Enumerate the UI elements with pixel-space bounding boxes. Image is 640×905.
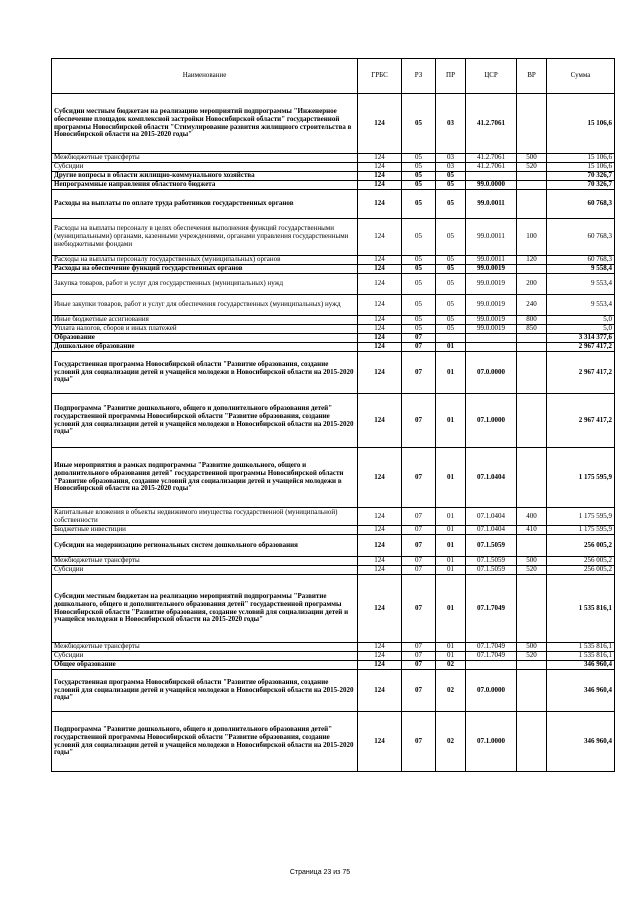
cell-rz: 07 bbox=[402, 448, 436, 508]
cell-name: Субсидии на модернизацию региональных систем дошкольного образования bbox=[52, 535, 358, 557]
cell-vr: 850 bbox=[517, 325, 547, 334]
cell-csr: 07.0.0000 bbox=[466, 352, 517, 394]
table-row bbox=[52, 256, 615, 265]
table-row bbox=[52, 181, 615, 190]
cell-name: Иные бюджетные ассигнования bbox=[52, 316, 358, 325]
table-row bbox=[52, 643, 615, 652]
table-row bbox=[52, 712, 615, 772]
cell-grbs: 124 bbox=[358, 661, 402, 670]
cell-sum: 1 175 595,9 bbox=[547, 526, 615, 535]
cell-rz: 07 bbox=[402, 643, 436, 652]
cell-grbs: 124 bbox=[358, 190, 402, 219]
cell-csr: 99.0.0019 bbox=[466, 265, 517, 274]
cell-csr: 07.1.7049 bbox=[466, 575, 517, 643]
cell-grbs: 124 bbox=[358, 325, 402, 334]
table-row bbox=[52, 163, 615, 172]
cell-name: Субсидии местным бюджетам на реализацию мероприятий подпрограммы "Инженерное обеспечение площадок комплексной застройки Новосибирской области" государственной программы Новосибирской области "Стимулирование развития жилищного строительства в Новосибирской области на 2015-2020 годы" bbox=[52, 94, 358, 154]
page-number: Страница 23 из 75 bbox=[289, 869, 351, 876]
cell-grbs: 124 bbox=[358, 652, 402, 661]
cell-vr bbox=[517, 181, 547, 190]
cell-name: Межбюджетные трансферты bbox=[52, 154, 358, 163]
cell-sum: 60 768,3 bbox=[547, 190, 615, 219]
cell-sum: 9 553,4 bbox=[547, 274, 615, 295]
cell-pr: 01 bbox=[436, 526, 466, 535]
cell-pr: 05 bbox=[436, 316, 466, 325]
cell-vr bbox=[517, 343, 547, 352]
cell-grbs: 124 bbox=[358, 394, 402, 448]
cell-csr: 07.1.0000 bbox=[466, 394, 517, 448]
table-row bbox=[52, 652, 615, 661]
cell-grbs: 124 bbox=[358, 256, 402, 265]
cell-sum: 70 326,7 bbox=[547, 181, 615, 190]
cell-pr: 01 bbox=[436, 394, 466, 448]
cell-pr: 02 bbox=[436, 670, 466, 712]
cell-vr: 120 bbox=[517, 256, 547, 265]
cell-rz: 05 bbox=[402, 94, 436, 154]
table-row bbox=[52, 265, 615, 274]
cell-rz: 07 bbox=[402, 334, 436, 343]
cell-name: Общее образование bbox=[52, 661, 358, 670]
cell-name: Расходы на выплаты персоналу государственных (муниципальных) органов bbox=[52, 256, 358, 265]
cell-rz: 05 bbox=[402, 316, 436, 325]
cell-vr: 400 bbox=[517, 508, 547, 526]
table-row bbox=[52, 190, 615, 219]
table-body bbox=[52, 94, 615, 772]
cell-rz: 07 bbox=[402, 566, 436, 575]
cell-csr: 07.1.0404 bbox=[466, 448, 517, 508]
cell-pr: 05 bbox=[436, 325, 466, 334]
cell-grbs: 124 bbox=[358, 154, 402, 163]
cell-name: Иные мероприятия в рамках подпрограммы "Развитие дошкольного, общего и дополнительного образования детей" государственной программы Новосибирской области "Развитие образования, создание условий для социализации детей и учащейся молодежи в Новосибирской области на 2015-2020 годы" bbox=[52, 448, 358, 508]
cell-csr: 99.0.0011 bbox=[466, 190, 517, 219]
cell-name: Расходы на выплаты персоналу в целях обеспечения выполнения функций государственными (муниципальными) органами, казенными учреждениями, органами управления государственными внебюджетными фондами bbox=[52, 219, 358, 256]
cell-csr: 99.0.0011 bbox=[466, 256, 517, 265]
cell-grbs: 124 bbox=[358, 352, 402, 394]
cell-sum: 1 535 816,1 bbox=[547, 643, 615, 652]
cell-grbs: 124 bbox=[358, 274, 402, 295]
cell-csr: 07.1.5059 bbox=[466, 535, 517, 557]
cell-vr: 500 bbox=[517, 154, 547, 163]
cell-rz: 05 bbox=[402, 163, 436, 172]
cell-name: Государственная программа Новосибирской области "Развитие образования, создание условий для социализации детей и учащейся молодежи в Новосибирской области на 2015-2020 годы" bbox=[52, 670, 358, 712]
cell-rz: 07 bbox=[402, 343, 436, 352]
cell-rz: 07 bbox=[402, 652, 436, 661]
cell-vr bbox=[517, 712, 547, 772]
budget-table bbox=[51, 58, 615, 772]
cell-csr: 07.1.7049 bbox=[466, 652, 517, 661]
cell-csr: 99.0.0019 bbox=[466, 295, 517, 316]
cell-csr: 41.2.7061 bbox=[466, 163, 517, 172]
cell-grbs: 124 bbox=[358, 526, 402, 535]
cell-grbs: 124 bbox=[358, 566, 402, 575]
cell-csr: 07.1.7049 bbox=[466, 643, 517, 652]
cell-vr bbox=[517, 172, 547, 181]
table-header-row bbox=[52, 59, 615, 94]
cell-pr: 03 bbox=[436, 163, 466, 172]
cell-sum: 256 005,2 bbox=[547, 535, 615, 557]
cell-pr: 02 bbox=[436, 661, 466, 670]
cell-sum: 1 175 595,9 bbox=[547, 448, 615, 508]
cell-vr: 100 bbox=[517, 219, 547, 256]
cell-csr: 07.1.0000 bbox=[466, 712, 517, 772]
cell-sum: 346 960,4 bbox=[547, 670, 615, 712]
cell-pr: 05 bbox=[436, 219, 466, 256]
cell-csr: 99.0.0011 bbox=[466, 219, 517, 256]
cell-rz: 05 bbox=[402, 219, 436, 256]
cell-csr: 99.0.0000 bbox=[466, 181, 517, 190]
cell-rz: 05 bbox=[402, 181, 436, 190]
cell-grbs: 124 bbox=[358, 557, 402, 566]
cell-vr: 520 bbox=[517, 163, 547, 172]
cell-pr: 01 bbox=[436, 652, 466, 661]
cell-vr bbox=[517, 394, 547, 448]
cell-sum: 2 967 417,2 bbox=[547, 394, 615, 448]
cell-rz: 07 bbox=[402, 526, 436, 535]
cell-pr: 05 bbox=[436, 274, 466, 295]
table-row bbox=[52, 670, 615, 712]
cell-csr bbox=[466, 334, 517, 343]
cell-rz: 07 bbox=[402, 661, 436, 670]
cell-pr: 03 bbox=[436, 94, 466, 154]
cell-rz: 07 bbox=[402, 394, 436, 448]
cell-grbs: 124 bbox=[358, 670, 402, 712]
cell-csr bbox=[466, 172, 517, 181]
cell-sum: 2 967 417,2 bbox=[547, 343, 615, 352]
table-row bbox=[52, 352, 615, 394]
cell-name: Уплата налогов, сборов и иных платежей bbox=[52, 325, 358, 334]
cell-vr bbox=[517, 535, 547, 557]
header-grbs: ГРБС bbox=[358, 59, 402, 94]
cell-grbs: 124 bbox=[358, 219, 402, 256]
cell-sum: 5,0 bbox=[547, 316, 615, 325]
cell-vr bbox=[517, 94, 547, 154]
cell-pr: 03 bbox=[436, 154, 466, 163]
cell-csr: 99.0.0019 bbox=[466, 274, 517, 295]
cell-sum: 15 106,6 bbox=[547, 94, 615, 154]
cell-grbs: 124 bbox=[358, 295, 402, 316]
cell-sum: 1 535 816,1 bbox=[547, 652, 615, 661]
table-row bbox=[52, 295, 615, 316]
cell-sum: 3 314 377,6 bbox=[547, 334, 615, 343]
cell-pr: 01 bbox=[436, 508, 466, 526]
cell-pr: 01 bbox=[436, 566, 466, 575]
cell-rz: 05 bbox=[402, 256, 436, 265]
cell-grbs: 124 bbox=[358, 643, 402, 652]
cell-rz: 05 bbox=[402, 325, 436, 334]
cell-pr: 01 bbox=[436, 643, 466, 652]
header-pr: ПР bbox=[436, 59, 466, 94]
table-row bbox=[52, 154, 615, 163]
cell-sum: 15 106,6 bbox=[547, 154, 615, 163]
cell-name: Иные закупки товаров, работ и услуг для обеспечения государственных (муниципальных) нужд bbox=[52, 295, 358, 316]
table-row bbox=[52, 526, 615, 535]
table-row bbox=[52, 219, 615, 256]
cell-rz: 05 bbox=[402, 274, 436, 295]
cell-name: Субсидии местным бюджетам на реализацию мероприятий подпрограммы "Развитие дошкольного, общего и дополнительного образования детей" государственной программы Новосибирской области "Развитие образования, создание условий для социализации детей и учащейся молодежи в Новосибирской области на 2015-2020 годы" bbox=[52, 575, 358, 643]
cell-name: Закупка товаров, работ и услуг для государственных (муниципальных) нужд bbox=[52, 274, 358, 295]
cell-grbs: 124 bbox=[358, 575, 402, 643]
cell-pr: 05 bbox=[436, 190, 466, 219]
cell-pr: 01 bbox=[436, 448, 466, 508]
table-row bbox=[52, 557, 615, 566]
cell-csr: 99.0.0019 bbox=[466, 316, 517, 325]
cell-grbs: 124 bbox=[358, 535, 402, 557]
cell-sum: 5,0 bbox=[547, 325, 615, 334]
cell-grbs: 124 bbox=[358, 265, 402, 274]
cell-name: Образование bbox=[52, 334, 358, 343]
cell-vr bbox=[517, 448, 547, 508]
cell-rz: 05 bbox=[402, 154, 436, 163]
table-row bbox=[52, 535, 615, 557]
header-csr: ЦСР bbox=[466, 59, 517, 94]
cell-pr: 05 bbox=[436, 172, 466, 181]
cell-rz: 07 bbox=[402, 535, 436, 557]
header-sum: Сумма bbox=[547, 59, 615, 94]
cell-sum: 70 326,7 bbox=[547, 172, 615, 181]
table-row bbox=[52, 343, 615, 352]
cell-rz: 07 bbox=[402, 670, 436, 712]
cell-grbs: 124 bbox=[358, 316, 402, 325]
cell-rz: 07 bbox=[402, 575, 436, 643]
cell-grbs: 124 bbox=[358, 508, 402, 526]
cell-grbs: 124 bbox=[358, 712, 402, 772]
cell-vr bbox=[517, 670, 547, 712]
cell-name: Бюджетные инвестиции bbox=[52, 526, 358, 535]
table-row bbox=[52, 274, 615, 295]
cell-pr: 05 bbox=[436, 181, 466, 190]
cell-sum: 346 960,4 bbox=[547, 712, 615, 772]
header-rz: РЗ bbox=[402, 59, 436, 94]
cell-name: Дошкольное образование bbox=[52, 343, 358, 352]
cell-sum: 9 558,4 bbox=[547, 265, 615, 274]
cell-grbs: 124 bbox=[358, 448, 402, 508]
cell-pr: 05 bbox=[436, 256, 466, 265]
cell-csr: 07.0.0000 bbox=[466, 670, 517, 712]
table-row bbox=[52, 394, 615, 448]
cell-name: Расходы на выплаты по оплате труда работников государственных органов bbox=[52, 190, 358, 219]
cell-rz: 05 bbox=[402, 190, 436, 219]
cell-pr: 01 bbox=[436, 352, 466, 394]
cell-sum: 1 535 816,1 bbox=[547, 575, 615, 643]
cell-csr: 41.2.7061 bbox=[466, 94, 517, 154]
cell-name: Межбюджетные трансферты bbox=[52, 557, 358, 566]
cell-name: Субсидии bbox=[52, 566, 358, 575]
cell-grbs: 124 bbox=[358, 94, 402, 154]
cell-name: Государственная программа Новосибирской области "Развитие образования, создание условий для социализации детей и учащейся молодежи в Новосибирской области на 2015-2020 годы" bbox=[52, 352, 358, 394]
cell-vr: 520 bbox=[517, 652, 547, 661]
cell-pr: 02 bbox=[436, 712, 466, 772]
cell-grbs: 124 bbox=[358, 343, 402, 352]
cell-rz: 05 bbox=[402, 295, 436, 316]
cell-name: Расходы на обеспечение функций государственных органов bbox=[52, 265, 358, 274]
cell-csr: 07.1.5059 bbox=[466, 566, 517, 575]
cell-name: Непрограммные направления областного бюджета bbox=[52, 181, 358, 190]
cell-sum: 256 005,2 bbox=[547, 566, 615, 575]
cell-name: Другие вопросы в области жилищно-коммунального хозяйства bbox=[52, 172, 358, 181]
table-row bbox=[52, 566, 615, 575]
table-row bbox=[52, 316, 615, 325]
cell-vr bbox=[517, 190, 547, 219]
cell-rz: 07 bbox=[402, 712, 436, 772]
cell-vr: 240 bbox=[517, 295, 547, 316]
cell-name: Межбюджетные трансферты bbox=[52, 643, 358, 652]
cell-grbs: 124 bbox=[358, 334, 402, 343]
cell-sum: 9 553,4 bbox=[547, 295, 615, 316]
table-row bbox=[52, 94, 615, 154]
cell-csr: 99.0.0019 bbox=[466, 325, 517, 334]
table-row bbox=[52, 325, 615, 334]
cell-grbs: 124 bbox=[358, 163, 402, 172]
table-row bbox=[52, 661, 615, 670]
cell-name: Субсидии bbox=[52, 163, 358, 172]
cell-sum: 2 967 417,2 bbox=[547, 352, 615, 394]
cell-rz: 05 bbox=[402, 265, 436, 274]
cell-pr: 01 bbox=[436, 575, 466, 643]
cell-vr bbox=[517, 575, 547, 643]
cell-vr: 500 bbox=[517, 643, 547, 652]
cell-pr bbox=[436, 334, 466, 343]
table-row bbox=[52, 575, 615, 643]
header-name: Наименование bbox=[52, 59, 358, 94]
cell-name: Подпрограмма "Развитие дошкольного, общего и дополнительного образования детей" государственной программы Новосибирской области "Развитие образования, создание условий для социализации детей и учащейся молодежи в Новосибирской области на 2015-2020 годы" bbox=[52, 394, 358, 448]
cell-rz: 07 bbox=[402, 508, 436, 526]
table-row bbox=[52, 172, 615, 181]
cell-csr bbox=[466, 661, 517, 670]
cell-name: Капитальные вложения в объекты недвижимого имущества государственной (муниципальной) собственности bbox=[52, 508, 358, 526]
cell-vr bbox=[517, 352, 547, 394]
cell-csr: 07.1.5059 bbox=[466, 557, 517, 566]
cell-name: Субсидии bbox=[52, 652, 358, 661]
cell-vr: 520 bbox=[517, 566, 547, 575]
cell-csr: 07.1.0404 bbox=[466, 508, 517, 526]
cell-rz: 07 bbox=[402, 352, 436, 394]
header-vr: ВР bbox=[517, 59, 547, 94]
cell-vr: 410 bbox=[517, 526, 547, 535]
cell-grbs: 124 bbox=[358, 172, 402, 181]
cell-pr: 01 bbox=[436, 557, 466, 566]
cell-vr bbox=[517, 334, 547, 343]
cell-pr: 05 bbox=[436, 265, 466, 274]
cell-vr: 200 bbox=[517, 274, 547, 295]
cell-rz: 07 bbox=[402, 557, 436, 566]
table-row bbox=[52, 508, 615, 526]
cell-sum: 60 768,3 bbox=[547, 256, 615, 265]
cell-vr bbox=[517, 265, 547, 274]
cell-sum: 1 175 595,9 bbox=[547, 508, 615, 526]
cell-sum: 346 960,4 bbox=[547, 661, 615, 670]
cell-name: Подпрограмма "Развитие дошкольного, общего и дополнительного образования детей" государственной программы Новосибирской области "Развитие образования, создание условий для социализации детей и учащейся молодежи в Новосибирской области на 2015-2020 годы" bbox=[52, 712, 358, 772]
cell-csr: 41.2.7061 bbox=[466, 154, 517, 163]
cell-pr: 01 bbox=[436, 535, 466, 557]
cell-pr: 01 bbox=[436, 343, 466, 352]
cell-vr bbox=[517, 661, 547, 670]
cell-csr: 07.1.0404 bbox=[466, 526, 517, 535]
table-row bbox=[52, 448, 615, 508]
cell-sum: 15 106,6 bbox=[547, 163, 615, 172]
cell-sum: 60 768,3 bbox=[547, 219, 615, 256]
cell-csr bbox=[466, 343, 517, 352]
cell-grbs: 124 bbox=[358, 181, 402, 190]
cell-rz: 05 bbox=[402, 172, 436, 181]
cell-vr: 800 bbox=[517, 316, 547, 325]
table-row bbox=[52, 334, 615, 343]
cell-sum: 256 005,2 bbox=[547, 557, 615, 566]
cell-pr: 05 bbox=[436, 295, 466, 316]
cell-vr: 500 bbox=[517, 557, 547, 566]
